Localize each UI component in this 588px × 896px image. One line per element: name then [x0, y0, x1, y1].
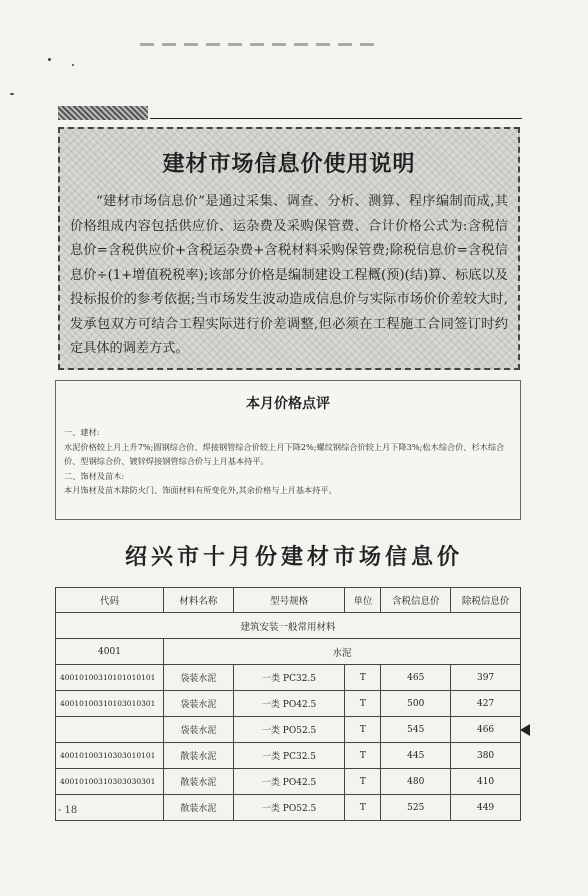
- main-title: 绍兴市十月份建材市场信息价: [124, 545, 463, 570]
- cell-unit: T: [345, 691, 381, 717]
- price-review-box: [55, 380, 521, 520]
- section-row: [56, 613, 521, 639]
- cell-spec: 一类 PO52.5: [233, 717, 345, 743]
- cell-unit: T: [345, 743, 381, 769]
- cell-notax-price: 466: [451, 717, 521, 743]
- table-row: [56, 795, 521, 821]
- cell-spec: 一类 PO52.5: [233, 795, 345, 821]
- header-rule: [150, 118, 522, 119]
- cell-name: 散装水泥: [163, 795, 233, 821]
- col-header-code: 代码: [56, 588, 164, 613]
- cell-unit: T: [345, 717, 381, 743]
- table-row: [56, 743, 521, 769]
- col-header-name: 材料名称: [163, 588, 233, 613]
- table-row: [56, 769, 521, 795]
- cell-notax-price: 397: [451, 665, 521, 691]
- cell-spec: 一类 PC32.5: [233, 743, 345, 769]
- cell-spec: 一类 PO42.5: [233, 769, 345, 795]
- scan-header-artifact: [140, 43, 380, 46]
- group-code: 4001: [56, 639, 164, 665]
- cell-name: 袋装水泥: [163, 665, 233, 691]
- group-row: [56, 639, 521, 665]
- cell-name: 袋装水泥: [163, 717, 233, 743]
- review-line: 一、建材:: [64, 427, 100, 437]
- cell-unit: T: [345, 769, 381, 795]
- col-header-spec: 型号规格: [233, 588, 345, 613]
- price-table: [55, 587, 521, 821]
- col-header-notax-price: 除税信息价: [451, 588, 521, 613]
- group-name: 水泥: [163, 639, 520, 665]
- col-header-unit: 单位: [345, 588, 381, 613]
- cell-tax-price: 465: [381, 665, 451, 691]
- review-line: 水泥价格较上月上升7%;圆钢综合价、焊接钢管综合价较上月下降2%;螺纹钢综合价较上月下降3%;松木综合价、杉木综合价、型钢综合价、镀锌焊接钢管综合价与上月基本持平。: [64, 441, 505, 466]
- review-title: 本月价格点评: [246, 396, 330, 412]
- cell-code: 40010100310303030301: [56, 769, 164, 795]
- section-tag: [58, 106, 148, 120]
- col-header-tax-price: 含税信息价: [381, 588, 451, 613]
- table-row: [56, 665, 521, 691]
- cell-notax-price: 380: [451, 743, 521, 769]
- table-header-row: [56, 588, 521, 613]
- cell-notax-price: 427: [451, 691, 521, 717]
- cell-tax-price: 480: [381, 769, 451, 795]
- review-line: 二、饰材及苗木:: [64, 470, 125, 481]
- usage-notice-box: [58, 127, 520, 370]
- cell-spec: 一类 PC32.5: [233, 665, 345, 691]
- table-row: [56, 717, 521, 743]
- cell-code: [56, 717, 164, 743]
- cell-unit: T: [345, 795, 381, 821]
- cell-name: 散装水泥: [163, 769, 233, 795]
- cell-code: 40010100310303010101: [56, 743, 164, 769]
- scan-speck: [72, 64, 74, 66]
- cell-code: 40010100310103010301: [56, 691, 164, 717]
- page-number: - 18: [58, 805, 78, 816]
- scan-speck: [10, 93, 14, 95]
- cell-tax-price: 545: [381, 717, 451, 743]
- notice-title: 建材市场信息价使用说明: [162, 152, 416, 177]
- cell-tax-price: 525: [381, 795, 451, 821]
- cell-unit: T: [345, 665, 381, 691]
- cell-spec: 一类 PO42.5: [233, 691, 345, 717]
- section-label: 建筑安装一般常用材料: [56, 613, 521, 639]
- margin-arrow-mark: [520, 724, 530, 736]
- cell-notax-price: 410: [451, 769, 521, 795]
- review-line: 本月饰材及苗木除防火门、饰面材料有所变化外,其余价格与上月基本持平。: [64, 485, 337, 495]
- cell-name: 袋装水泥: [163, 691, 233, 717]
- cell-code: 40010100310101010101: [56, 665, 164, 691]
- scan-speck: [48, 58, 51, 61]
- table-row: [56, 691, 521, 717]
- cell-name: 散装水泥: [163, 743, 233, 769]
- notice-body: “建材市场信息价”是通过采集、调查、分析、测算、程序编制而成,其价格组成内容包括供应价、运杂费及采购保管费、合计价格公式为:含税信息价=含税供应价+含税运杂费+含税材料采购保管费;除税信息价=含税信息价÷(1+增值税税率);该部分价格是编制建设工程概(预)(结)算、标底以及投标报价的参考依据;当市场发生波动造成信息价与实际市场价价差较大时,发承包双方可结合工程实际进行价差调整,但必须在工程施工合同签订时约定具体的调差方式。: [70, 194, 508, 356]
- cell-tax-price: 500: [381, 691, 451, 717]
- cell-notax-price: 449: [451, 795, 521, 821]
- cell-tax-price: 445: [381, 743, 451, 769]
